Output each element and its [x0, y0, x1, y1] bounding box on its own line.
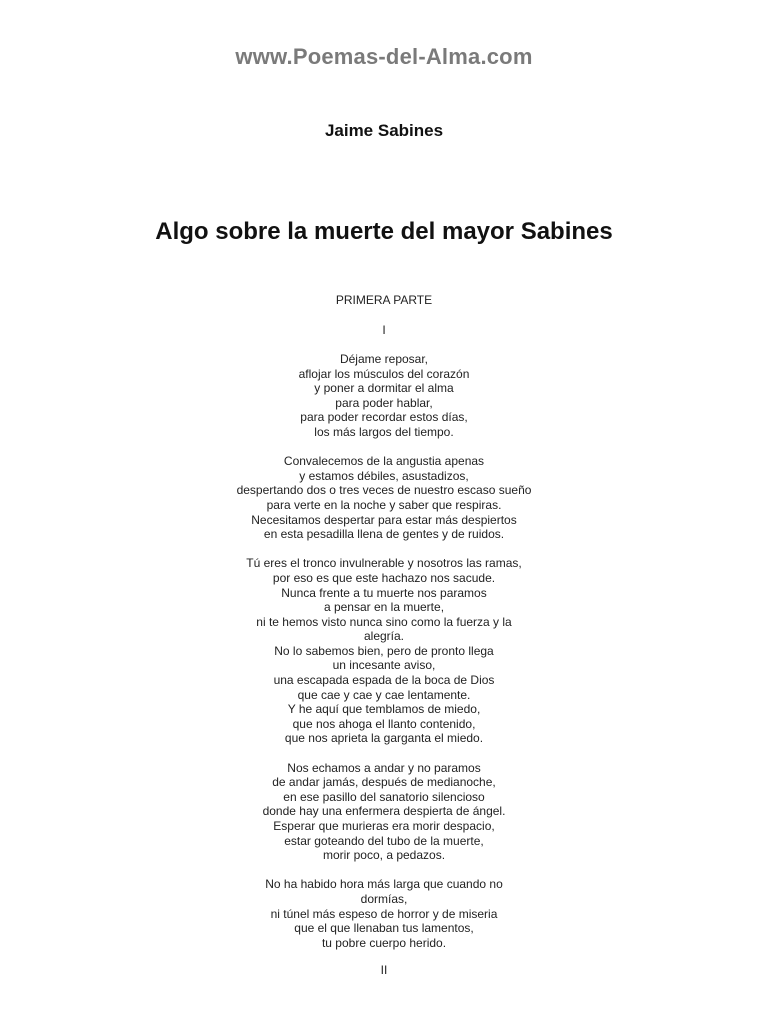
poem-line: Nos echamos a andar y no paramos — [287, 760, 481, 775]
poem-line: una escapada espada de la boca de Dios — [273, 673, 495, 688]
poem-line: Nunca frente a tu muerte nos paramos — [281, 585, 487, 600]
poem-line: por eso es que este hachazo nos sacude. — [272, 570, 496, 585]
poem-line: para poder hablar, — [335, 395, 433, 410]
poem-line: en esta pesadilla llena de gentes y de ruidos. — [263, 527, 505, 542]
poem-line: Necesitamos despertar para estar más despiertos — [251, 512, 517, 527]
poem-line: que nos aprieta la garganta el miedo. — [284, 731, 484, 746]
poem-line: alegría. — [363, 629, 405, 644]
poem-line: Déjame reposar, — [339, 352, 429, 366]
poem-line: despertando dos o tres veces de nuestro escaso sueño — [236, 483, 532, 498]
poem-line: de andar jamás, después de medianoche, — [272, 775, 496, 790]
poem-line: Convalecemos de la angustia apenas — [283, 454, 485, 469]
poem-body — [214, 352, 554, 950]
stanza — [214, 877, 554, 950]
poem-line: que nos ahoga el llanto contenido, — [292, 716, 476, 731]
poem-line: para verte en la noche y saber que respiras. — [266, 497, 502, 512]
stanza — [214, 352, 554, 440]
poem-line: y estamos débiles, asustadizos, — [299, 468, 469, 483]
poem-line: para poder recordar estos días, — [300, 410, 468, 425]
poem-line: aflojar los músculos del corazón — [298, 366, 470, 381]
site-header: www.Poemas-del-Alma.com — [235, 44, 533, 69]
poem-line: Y he aquí que temblamos de miedo, — [287, 702, 481, 717]
poem-line: y poner a dormitar el alma — [314, 381, 454, 396]
poem-line: en ese pasillo del sanatorio silencioso — [283, 789, 485, 804]
author-name: Jaime Sabines — [324, 121, 444, 140]
stanza — [214, 454, 554, 542]
poem-line: los más largos del tiempo. — [314, 424, 454, 439]
poem-line: Esperar que murieras era morir despacio, — [273, 819, 495, 833]
poem-line: a pensar en la muerte, — [323, 600, 445, 615]
poem-line: un incesante aviso, — [332, 658, 436, 673]
poem-line: donde hay una enfermera despierta de ángel. — [262, 804, 506, 819]
poem-line: morir poco, a pedazos. — [322, 848, 446, 863]
stanza — [214, 761, 554, 863]
part-numeral-ii: II — [380, 963, 388, 977]
poem-title: Algo sobre la muerte del mayor Sabines — [155, 218, 613, 245]
section-title: PRIMERA PARTE — [335, 293, 433, 307]
stanza — [214, 556, 554, 746]
poem-line: Tú eres el tronco invulnerable y nosotros las ramas, — [246, 556, 522, 571]
poem-line: No lo sabemos bien, pero de pronto llega — [274, 643, 494, 658]
part-numeral-i: I — [382, 323, 386, 337]
poem-line: estar goteando del tubo de la muerte, — [284, 833, 484, 848]
poem-line: dormías, — [360, 891, 408, 906]
poem-line: No ha habido hora más larga que cuando no — [265, 877, 503, 892]
poem-line: tu pobre cuerpo herido. — [321, 935, 447, 950]
poem-line: ni te hemos visto nunca sino como la fuerza y la — [256, 614, 512, 629]
poem-line: que el que llenaban tus lamentos, — [294, 921, 474, 936]
poem-line: que cae y cae y cae lentamente. — [297, 687, 471, 702]
poem-line: ni túnel más espeso de horror y de miseria — [270, 906, 498, 921]
